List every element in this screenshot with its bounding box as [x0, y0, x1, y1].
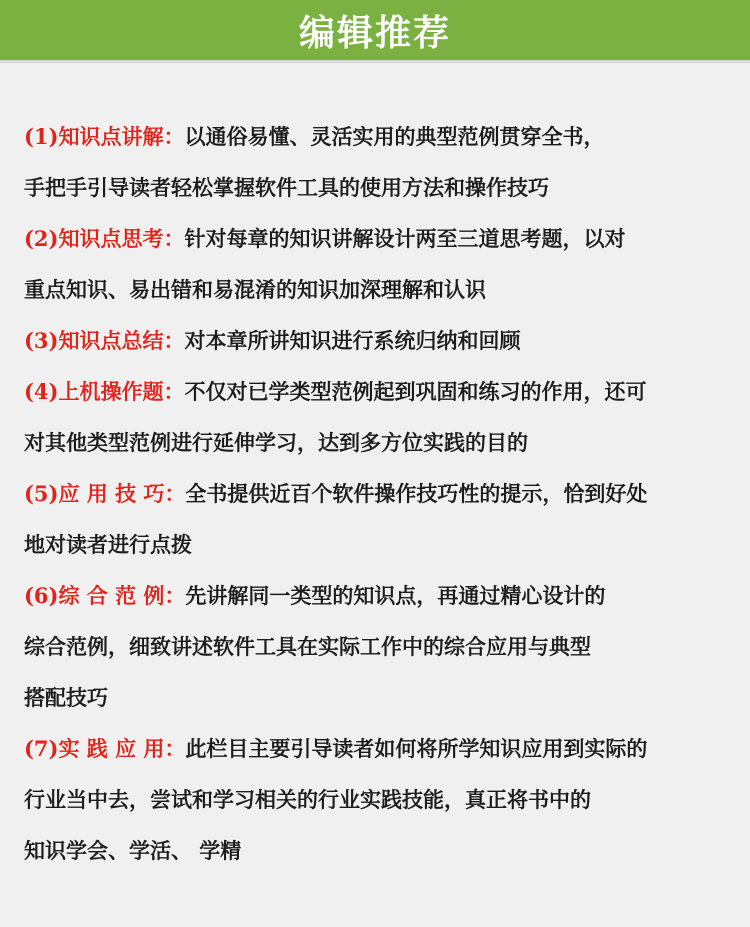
list-item-3 [24, 315, 726, 366]
item-text: 以通俗易懂、灵活实用的典型范例贯穿全书， [184, 124, 605, 149]
item-label: (4)上机操作题： [24, 379, 185, 404]
page-title: 编辑推荐 [298, 11, 451, 54]
item-label: (5)应 用 技 巧： [24, 481, 186, 506]
list-item-first-line [24, 315, 726, 366]
item-continuation-line: 手把手引导读者轻松掌握软件工具的使用方法和操作技巧 [24, 175, 549, 200]
list-item-first-line [24, 213, 726, 264]
item-continuation-line: 综合范例，细致讲述软件工具在实际工作中的综合应用与典型 [24, 634, 591, 659]
item-text: 不仅对已学类型范例起到巩固和练习的作用，还可 [184, 379, 647, 404]
item-continuation-line: 搭配技巧 [24, 685, 108, 710]
header-divider [0, 60, 750, 63]
item-text: 对本章所讲知识进行系统归纳和回顾 [184, 328, 521, 353]
item-continuation-line: 地对读者进行点拨 [24, 532, 192, 557]
item-continuation-line: 重点知识、易出错和易混淆的知识加深理解和认识 [24, 277, 486, 302]
list-item-5 [24, 468, 726, 570]
item-label: (2)知识点思考： [24, 226, 185, 251]
list-item-1 [24, 111, 726, 213]
list-item-first-line [24, 570, 726, 621]
list-item-first-line [24, 111, 726, 162]
item-label: (1)知识点讲解： [24, 124, 185, 149]
item-label: (6)综 合 范 例： [24, 583, 186, 608]
list-item-4 [24, 366, 726, 468]
item-continuation-line: 行业当中去，尝试和学习相关的行业实践技能，真正将书中的 [24, 787, 591, 812]
item-continuation-line: 知识学会、学活、 学精 [24, 838, 242, 863]
list-item-first-line [24, 366, 726, 417]
list-item-2 [24, 213, 726, 315]
header-banner [0, 0, 750, 60]
list-item-first-line [24, 468, 726, 519]
item-text: 全书提供近百个软件操作技巧性的提示，恰到好处 [185, 481, 648, 506]
item-continuation-line: 对其他类型范例进行延伸学习，达到多方位实践的目的 [24, 430, 528, 455]
list-item-6 [24, 570, 726, 723]
item-text: 此栏目主要引导读者如何将所学知识应用到实际的 [185, 736, 648, 761]
item-text: 先讲解同一类型的知识点，再通过精心设计的 [185, 583, 606, 608]
item-label: (7)实 践 应 用： [24, 736, 186, 761]
item-label: (3)知识点总结： [24, 328, 185, 353]
list-item-7 [24, 723, 726, 876]
recommendation-list [0, 111, 750, 876]
item-text: 针对每章的知识讲解设计两至三道思考题，以对 [184, 226, 626, 251]
list-item-first-line [24, 723, 726, 774]
